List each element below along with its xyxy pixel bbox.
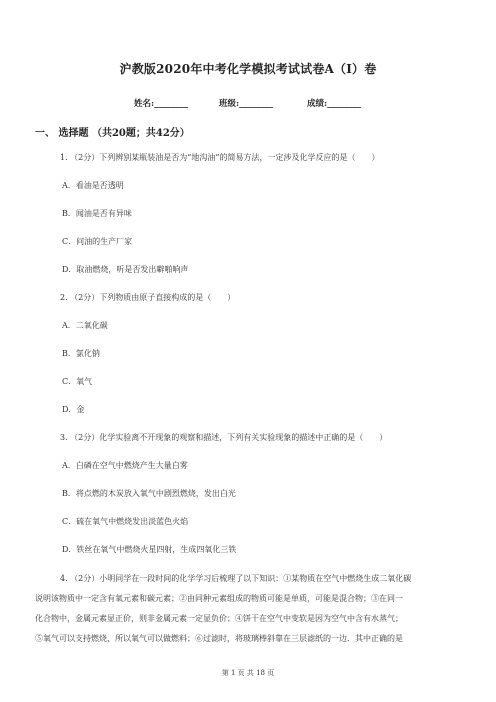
section-heading: 一、 选择题 （共20题；共42分）	[35, 128, 190, 139]
question-stem: 2. （2分）下列物质由原子直接构成的是（ ）	[60, 293, 236, 302]
option-a: A．白磷在空气中燃烧产生大量白雾	[62, 461, 188, 470]
question-4-line: 说明该物质中一定含有氧元素和碳元素；②由同种元素组成的物质可能是单质，可能是混合物；③在同一	[35, 594, 403, 603]
option-a: A．二氧化碳	[62, 321, 108, 330]
document-title: 沪教版2020年中考化学模拟考试试卷A（I）卷	[119, 62, 377, 76]
question-4-line: 4. （2分）小明同学在一段时间的化学学习后梳理了以下知识：①某物质在空气中燃烧生成二氧化碳	[60, 574, 412, 583]
option-a: A．看油是否透明	[62, 181, 124, 190]
page-footer: 第 1 页 共 18 页	[221, 669, 275, 677]
question-stem: 1. （2分）下列辨别某瓶装油是否为“地沟油”的简易方法，一定涉及化学反应的是（ ）	[60, 153, 380, 162]
question-4-line: ⑤氧气可以支持燃烧，所以氧气可以做燃料；⑥过滤时，将玻璃棒斜靠在三层滤纸的一边．其中正确的是	[35, 634, 403, 643]
option-d: D．铁丝在氧气中燃烧火星四射，生成四氧化三铁	[62, 545, 237, 554]
class-field: 班级:________	[219, 99, 274, 109]
option-d: D．取油燃烧，听是否发出噼啪响声	[62, 265, 189, 274]
option-b: B．氯化钠	[62, 349, 100, 358]
option-b: B．将点燃的木炭放入氧气中剧烈燃烧，发出白光	[62, 489, 236, 498]
question-stem: 3. （2分）化学实验离不开现象的观察和描述，下列有关实验现象的描述中正确的是（ ）	[60, 433, 388, 442]
option-b: B．闻油是否有异味	[62, 209, 132, 218]
name-field: 姓名:________	[134, 99, 189, 109]
option-c: C．硫在氧气中燃烧发出淡蓝色火焰	[62, 517, 189, 526]
option-d: D．金	[62, 405, 85, 414]
question-4-line: 化合物中，金属元素显正价，则非金属元素一定显负价；④饼干在空气中变软是因为空气中含有水蒸气；	[35, 614, 403, 623]
score-field: 成绩:________	[307, 99, 362, 109]
option-c: C．问油的生产厂家	[62, 237, 133, 246]
option-c: C．氧气	[62, 377, 93, 386]
